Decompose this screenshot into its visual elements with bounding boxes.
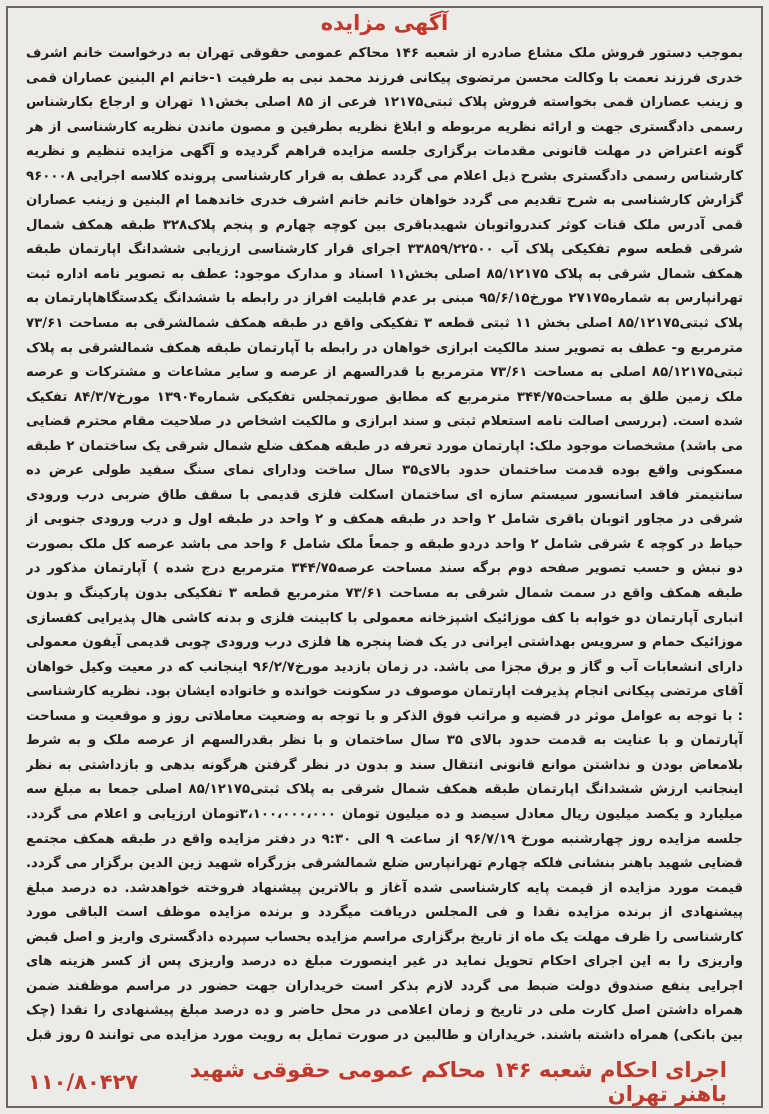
footer-department: اجرای احکام شعبه ۱۴۶ محاکم عمومی حقوقی شهید باهنر تهران <box>189 1058 727 1106</box>
footer-reference-code: ۱۱۰/۸۰۴۲۷ <box>28 1070 139 1094</box>
notice-body: بموجب دستور فروش ملک مشاع صادره از شعبه ۱۴۶ محاکم عمومی حقوقی تهران به درخواست خانم اشرف خدری فرزند نعمت با وکالت محسن مرتضوی پیکانی فرزند محمد نبی به طرفیت ۱-خانم ام البنین عصاران قمی و زینب عصاران قمی بخواسته فروش پلاک ثبتی۱۲۱۷۵ فرعی از ۸۵ اصلی بخش۱۱ تهران و ارجاع بکارشناس رسمی دادگستری جهت و ارائه نظریه مربوطه و ابلاغ نظریه بطرفین و مصون ماندن نظریه کارشناسی از هر گونه اعتراض در مهلت قانونی مقدمات برگزاری جلسه مزایده فراهم گردیده و آگهی مزایده تنظیم و نظریه کارشناس رسمی دادگستری بشرح ذیل اعلام می گردد عطف به قرار کارشناسی پرونده کلاسه اجرایی ۹۶۰۰۰۸ گزارش کارشناسی به شرح تقدیم می گردد خواهان خانم خانم اشرف خدری خاندهما ام البنین و زینب عصاران قمی آدرس ملک قنات کوثر کندرواتوبان شهیدباقری بین کوچه چهارم و پنجم پلاک۳۲۸ طبقه همکف شمال شرقی قطعه سوم تفکیکی پلاک آب ۳۳۸۵۹/۲۲۵۰۰ اجرای قرار کارشناسی ارزیابی ششدانگ اپارتمان طبقه همکف شمال شرقی به پلاک ۸۵/۱۲۱۷۵ اصلی بخش۱۱ اسناد و مدارک موجود: عطف به تصویر نامه اداره ثبت تهرانپارس به شماره۲۷۱۷۵ مورخ۹۵/۶/۱۵ مبنی بر عدم قابلیت افراز در رابطه با ششدانگ یکدستگاهاپارتمان به پلاک ثبتی۸۵/۱۲۱۷۵ اصلی بخش ۱۱ ثبتی قطعه ۳ تفکیکی واقع در طبقه همکف شمالشرقی به مساحت ۷۳/۶۱ مترمربع و- عطف به تصویر سند مالکیت ابرازی خواهان در رابطه با آپارتمان طبقه همکف شمالشرقی به پلاک ثبتی۸۵/۱۲۱۷۵ اصلی به مساحت ۷۳/۶۱ مترمربع با قدرالسهم از عرصه و سایر مشاعات و مشترکات و عرصه ملک زمین طلق به مساحت۳۴۴/۷۵ مترمربع که مطابق صورتمجلس تفکیکی شماره۱۳۹۰۴ مورخ۸۴/۳/۷ تفکیک شده است. (بررسی اصالت نامه استعلام ثبتی و سند ابرازی و مالکیت اشخاص در صلاحیت مقام محترم قضایی می باشد) مشخصات موجود ملک: اپارتمان مورد تعرفه در طبقه همکف ضلع شمال شرقی یک ساختمان ۲ طبقه مسکونی واقع بوده قدمت ساختمان حدود بالای۳۵ سال ساخت ودارای نمای سنگ سفید طولی عرض ده سانتیمتر فاقد اسانسور سیستم سازه ای ساختمان اسکلت فلزی قدیمی با سقف طاق ضربی درب ورودی شرقی در مجاور اتوبان باقری شامل ۲ واحد در طبقه همکف و ۲ واحد در طبقه اول و درب ورودی جنوبی از حیاط در کوچه ٤ شرقی شامل ۲ واحد دردو طبقه و جمعاً ملک شامل ۶ واحد می باشد عرصه کل ملک بصورت دو نبش و حسب تصویر صفحه دوم برگه سند مساحت عرصه۳۴۴/۷۵ مترمربع درج شده ) آپارتمان مذکور در طبقه همکف واقع در سمت شمال شرقی به مساحت ۷۳/۶۱ مترمربع قطعه ۳ تفکیکی بدون پارکینگ و بدون انباری آپارتمان دو خوابه با کف موزائیک اشپزخانه معمولی با کابینت فلزی و بدنه کاشی هال پذیرایی کفسازی موزائیک حمام و سرویس بهداشتی ایرانی در یک فضا پنجره ها فلزی درب ورودی چوبی قدیمی آیفون معمولی دارای انشعابات آب و گاز و برق مجزا می باشد. در زمان بازدید مورخ۹۶/۲/۷ اینجانب که در معیت وکیل خواهان آقای مرتضی پیکانی انجام پذیرفت اپارتمان موصوف در سکونت خوانده و خانواده ایشان بود. نظریه کارشناسی : با توجه به عوامل موثر در قضیه و مراتب فوق الذکر و با توجه به وضعیت معاملاتی روز و موقعیت و مساحت آپارتمان و با عنایت به قدمت حدود بالای ۳۵ سال ساختمان و با نظر بقدرالسهم از عرصه ملک و به شرط بلامعاض بودن و نداشتن موانع قانونی انتقال سند و بدون در نظر گرفتن هرگونه بدهی و بازداشتی به نظر اینجانب ارزش ششدانگ اپارتمان طبقه همکف شمال شرقی به پلاک ثبتی۸۵/۱۲۱۷۵ اصلی جمعا به مبلغ سه میلیارد و یکصد میلیون ریال معادل سیصد و ده میلیون تومان ۳،۱۰۰،۰۰۰،۰۰۰تومان ارزیابی و اعلام می گردد. جلسه مزایده روز چهارشنبه مورخ ۹۶/۷/۱۹ از ساعت ۹ الی ۹:۳۰ در دفتر مزایده واقع در طبقه همکف مجتمع قضایی شهید باهنر بنشانی فلکه چهارم تهرانپارس ضلع شمالشرقی بزرگراه شهید زین الدین برگزار می گردد. قیمت مورد مزایده از قیمت پایه کارشناسی شده آغاز و بالاترین پیشنهاد فروخته خواهدشد. ده درصد مبلغ پیشنهادی از برنده مزایده نقدا و فی المجلس دریافت میگردد و برنده مزایده موظف است الباقی مورد کارشناسی را ظرف مهلت یک ماه از تاریخ برگزاری مراسم مزایده بحساب سپرده دادگستری واریز و اصل قبض واریزی را به این اجرای احکام تحویل نماید در غیر اینصورت مبلغ ده درصد واریزی پس از کسر هزینه های اجرایی بنفع صندوق دولت ضبط می گردد لازم بذکر است خریداران جهت حضور در مراسم موظفند ضمن همراه داشتن اصل کارت ملی در تاریخ و زمان اعلامی در محل حاضر و ده درصد مبلغ پیشنهادی را نقدا (چک بین بانکی) همراه داشته باشند. خریداران و طالبین در صورت تمایل به رویت مورد مزایده می توانند ۵ روز قبل <box>26 46 743 1043</box>
notice-footer <box>20 1058 749 1106</box>
notice-title: آگهی مزایده <box>320 11 449 35</box>
